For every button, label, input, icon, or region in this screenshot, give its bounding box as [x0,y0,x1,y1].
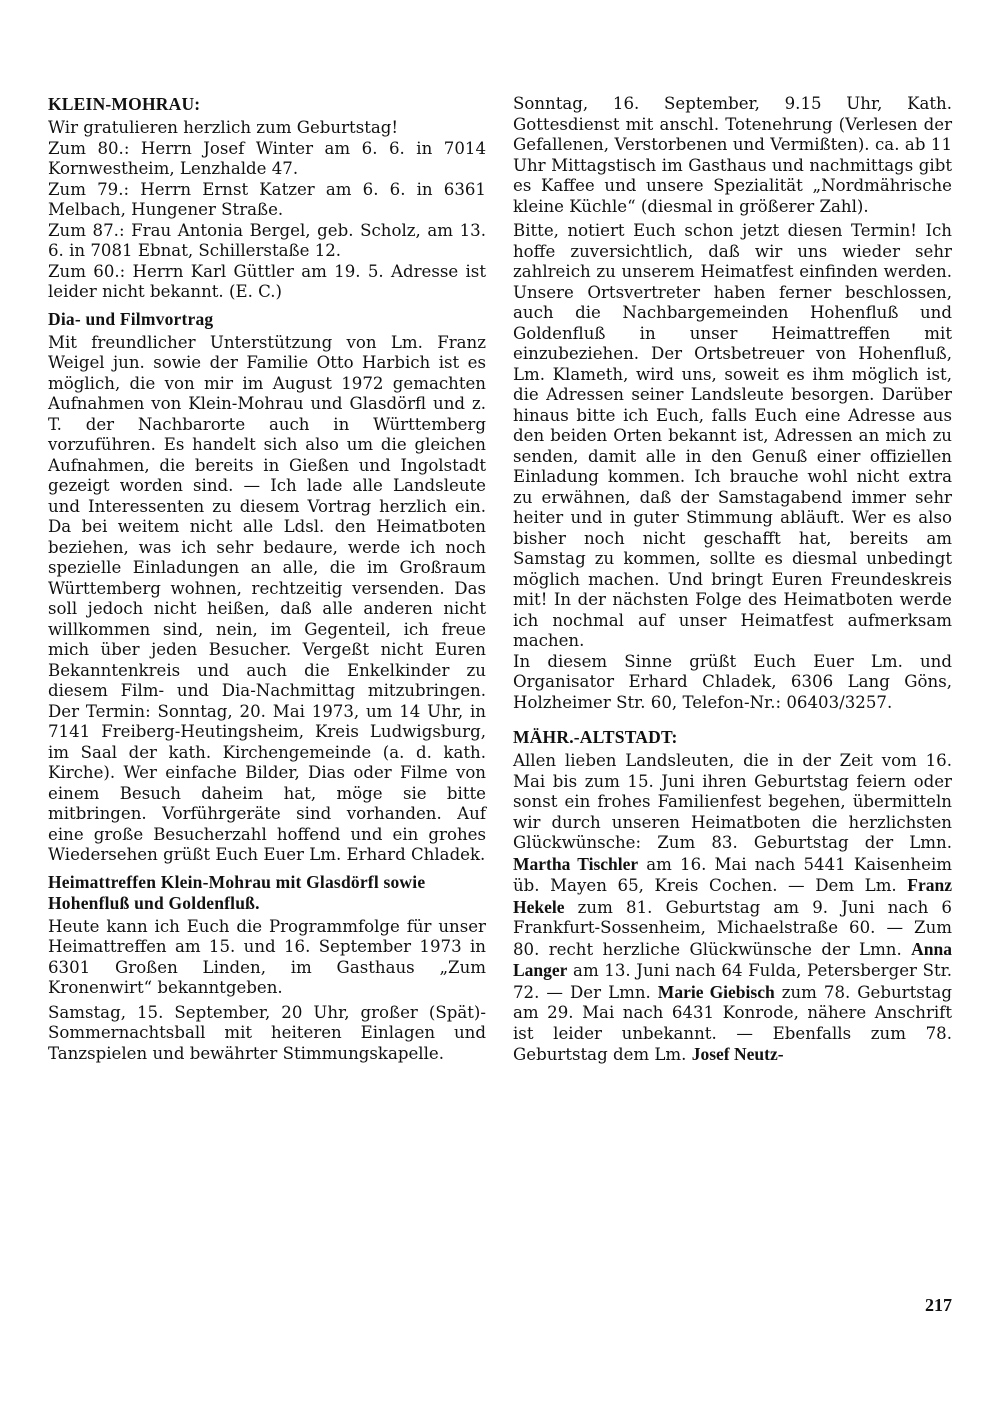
section-heading-heimattreffen: Heimattreffen Klein-Mohrau mit Glasdörfl sowie Hohenfluß und Goldenfluß. [48,871,426,913]
person-name: Martha Tischler [513,853,639,874]
paragraph-programmfolge: Heute kann ich Euch die Programmfolge für unser Heimattreffen am 15. und 16. September 1973 in 6301 Großen Linden, im Gasthaus „Zum Kronenwirt“ bekanntgeben. [48,916,486,997]
paragraph-sonntag: Sonntag, 16. September, 9.15 Uhr, Kath. Gottesdienst mit anschl. Totenehrung (Verlesen der Gefallenen, Verstorbenen und Vermißten). ca. ab 11 Uhr Mittagstisch im Gasthaus und nachmittags gibt es Kaffee und unsere Spezialität „Nordmährische kleine Küchle“ (diesmal in größerer Zahl). [513,94,952,216]
paragraph-samstag: Samstag, 15. September, 20 Uhr, großer (Spät)-Sommernachtsball mit heiteren Einlagen und Tanzspielen und bewährter Stimmungskapelle. [48,1002,486,1063]
paragraph-dia-vortrag: Mit freundlicher Unterstützung von Lm. Franz Weigel jun. sowie der Familie Otto Harbich ist es möglich, die von mir im August 1972 gemachten Aufnahmen von Klein-Mohrau und Glasdörfl und z. T. der Nachbarorte auch in Württemberg vorzuführen. Es handelt sich also um die gleichen Aufnahmen, die bereits in Gießen und Ingolstadt gezeigt worden sind. — Ich lade alle Landsleute und Interessenten zu diesem Vortrag herzlich ein. Da bei weitem nicht alle Ldsl. den Heimatboten beziehen, was ich sehr bedaure, werde ich noch spezielle Einladungen an alle, die im Großraum Württemberg wohnen, rechtzeitig versenden. Das soll jedoch nicht heißen, daß alle anderen nicht willkommen sind, nein, im Gegenteil, ich freue mich über jeden Besucher. Vergeßt nicht Euren Bekanntenkreis und auch die Enkelkinder zu diesem Film- und Dia-Nachmittag mitzubringen. Der Termin: Sonntag, 20. Mai 1973, um 14 Uhr, in 7141 Freiberg-Heutingsheim, Kreis Ludwigsburg, im Saal der kath. Kirchengemeinde (a. d. kath. Kirche). Wer einfache Bilder, Dias oder Filme von einem Besuch daheim hat, möge sie bitte mitbringen. Vorführgeräte sind vorhanden. Auf eine große Besucherzahl hoffend und ein grohes Wiedersehen grüßt Euch Euer Lm. Erhard Chladek. [48,332,486,864]
paragraph-gruss-organisator: In diesem Sinne grüßt Euch Euer Lm. und Organisator Erhard Chladek, 6306 Lang Göns, Holzheimer Str. 60, Telefon-Nr.: 06403/3257. [513,651,952,712]
section-heading-maehr-altstadt: MÄHR.-ALTSTADT: [513,727,678,747]
text-segment: zum 78. Geburtstag am 29. Mai nach 6431 Konrode, nähere Anschrift ist leider unbekannt. — Ebenfalls zum 78. Geburtstag dem Lm. [513,982,952,1064]
person-name: Franz Hekele [513,875,952,917]
paragraph-glueckwuensche [513,751,952,1066]
text-segment: zum 81. Geburtstag am 9. Juni nach 6 Frankfurt-Sossenheim, Michaelstraße 60. — Zum 80. recht herzliche Glückwünsche der Lmn. [513,897,952,959]
person-name: Josef Neutz- [691,1044,784,1064]
left-column [48,94,486,1068]
birthday-entry: Zum 79.: Herrn Ernst Katzer am 6. 6. in 6361 Melbach, Hungener Straße. [48,179,486,219]
birthday-entry: Zum 87.: Frau Antonia Bergel, geb. Scholz, am 13. 6. in 7081 Ebnat, Schillerstaße 12. [48,220,486,260]
section-heading-klein-mohrau: KLEIN-MOHRAU: [48,94,201,114]
paragraph-bitte-notiert: Bitte, notiert Euch schon jetzt diesen Termin! Ich hoffe zuversichtlich, daß wir uns wieder sehr zahlreich zu unserem Heimatfest einfinden werden. Unsere Ortsvertreter haben ferner beschlossen, auch die Nachbargemeinden Hohenfluß und Goldenfluß in unser Heimattreffen mit einzubeziehen. Der Ortsbetreuer von Hohenfluß, Lm. Klameth, wird uns, soweit es ihm möglich ist, die Adressen seiner Landsleute besorgen. Darüber hinaus bitte ich Euch, falls Euch eine Adresse aus den beiden Orten bekannt ist, Adressen an mich zu senden, damit alle in den Genuß einer offiziellen Einladung kommen. Ich brauche wohl nicht extra zu erwähnen, daß der Samstagabend immer sehr heiter und in guter Stimmung abläuft. Wer es also bisher noch nicht geschafft hat, bereits am Samstag zu kommen, sollte es diesmal unbedingt möglich machen. Und bringt Euren Freundeskreis mit! In der nächsten Folge des Heimatboten werde ich nochmal auf unser Heimatfest aufmerksam machen. [513,221,952,650]
birthday-entry: Zum 80.: Herrn Josef Winter am 6. 6. in 7014 Kornwestheim, Lenzhalde 47. [48,138,486,178]
person-name: Anna Langer [513,938,952,980]
page-number: 217 [925,1295,952,1315]
section-heading-dia-filmvortrag: Dia- und Filmvortrag [48,308,214,329]
right-column [513,94,952,1070]
text-segment: Allen lieben Landsleuten, die in der Zeit vom 16. Mai bis zum 15. Juni ihren Geburtstag feiern oder sonst ein frohes Familienfest begehen, übermitteln wir durch unseren Heimatboten die herzlichsten Glückwünsche: Zum 83. Geburtstag der Lmn. [513,751,952,852]
birthday-entry: Zum 60.: Herrn Karl Güttler am 19. 5. Adresse ist leider nicht bekannt. (E. C.) [48,261,486,301]
person-name: Marie Giebisch [657,981,775,1002]
text-segment: am 13. Juni nach 64 Fulda, Petersberger Str. 72. — Der Lmn. [513,961,952,1002]
greeting-line: Wir gratulieren herzlich zum Geburtstag! [48,118,399,137]
text-segment: am 16. Mai nach 5441 Kaisenheim üb. Mayen 65, Kreis Cochen. — Dem Lm. [513,854,952,895]
